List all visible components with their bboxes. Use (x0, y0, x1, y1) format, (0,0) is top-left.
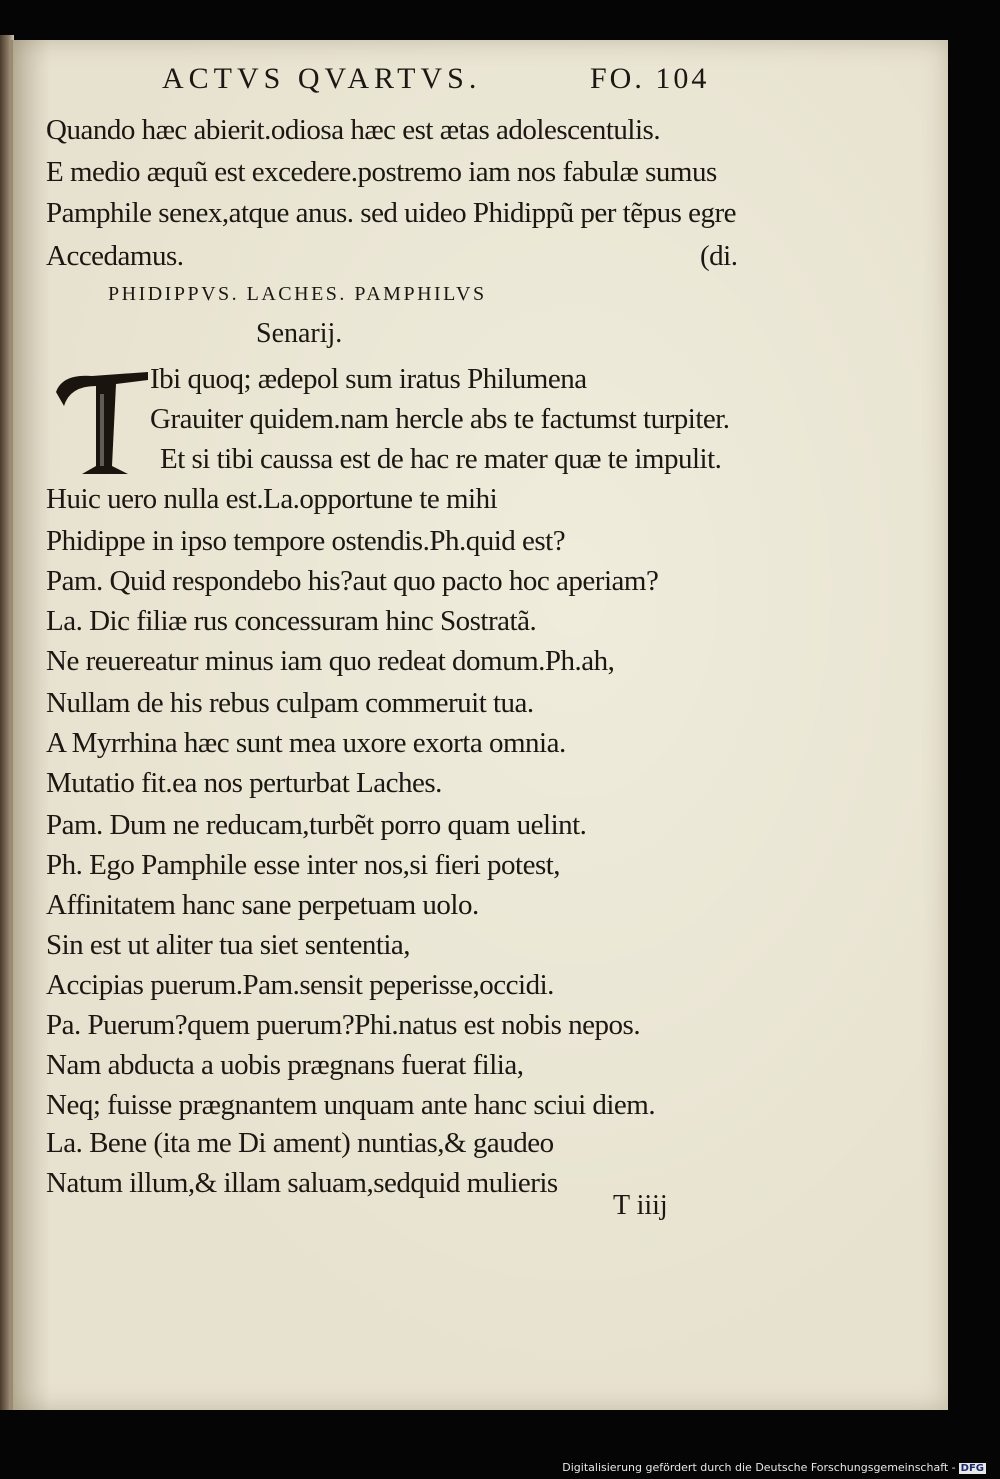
text-line: Ph. Ego Pamphile esse inter nos,si fieri potest, (46, 849, 561, 881)
text-line: Pamphile senex,atque anus. sed uideo Phidippũ per tẽpus egre (46, 197, 737, 229)
text-line: A Myrrhina hæc sunt mea uxore exorta omnia. (46, 727, 566, 759)
text-line: Neq; fuisse prægnantem unquam ante hanc sciui diem. (46, 1089, 656, 1121)
text-line: Grauiter quidem.nam hercle abs te factumst turpiter. (150, 403, 730, 435)
digitization-credit (562, 1461, 986, 1474)
text-line: Pam. Dum ne reducam,turbẽt porro quam uelint. (46, 809, 587, 841)
decorated-initial-T (52, 366, 152, 478)
text-line: E medio æquũ est excedere.postremo iam nos fabulæ sumus (46, 156, 717, 188)
text-line: La. Bene (ita me Di ament) nuntias,& gaudeo (46, 1127, 554, 1159)
text-line: Ne reuereatur minus iam quo redeat domum.Ph.ah, (46, 645, 615, 677)
dfg-logo: DFG (960, 1463, 984, 1474)
text-line: Huic uero nulla est.La.opportune te mihi (46, 483, 498, 515)
running-title: ACTVS QVARTVS. (162, 62, 482, 95)
scene-personae: PHIDIPPVS. LACHES. PAMPHILVS (108, 283, 487, 305)
text-line: Ibi quoq; ædepol sum iratus Philumena (150, 363, 587, 395)
text-line: Natum illum,& illam saluam,sedquid mulieris (46, 1167, 558, 1199)
text-line-turnover: (di. (700, 240, 738, 272)
text-line: Pa. Puerum?quem puerum?Phi.natus est nobis nepos. (46, 1009, 641, 1041)
text-line: Nullam de his rebus culpam commeruit tua. (46, 687, 534, 719)
text-line: Phidippe in ipso tempore ostendis.Ph.quid est? (46, 525, 566, 557)
text-line: Affinitatem hanc sane perpetuam uolo. (46, 889, 479, 921)
text-line: Sin est ut aliter tua siet sententia, (46, 929, 411, 961)
text-line: Et si tibi caussa est de hac re mater quæ te impulit. (160, 443, 722, 475)
text-line: Mutatio fit.ea nos perturbat Laches. (46, 767, 442, 799)
scene-meter: Senarij. (256, 318, 343, 349)
folio-number: FO. 104 (590, 62, 710, 95)
credit-text: Digitalisierung gefördert durch die Deutsche Forschungsgemeinschaft - (562, 1461, 956, 1474)
text-line: Accipias puerum.Pam.sensit peperisse,occidi. (46, 969, 554, 1001)
text-line: Nam abducta a uobis prægnans fuerat filia, (46, 1049, 524, 1081)
text-line: La. Dic filiæ rus concessuram hinc Sostratã. (46, 605, 537, 637)
signature-mark: T iiij (613, 1190, 668, 1221)
text-line: Pam. Quid respondebo his?aut quo pacto hoc aperiam? (46, 565, 659, 597)
text-line: Accedamus. (46, 240, 184, 272)
text-line: Quando hæc abierit.odiosa hæc est ætas adolescentulis. (46, 114, 661, 146)
